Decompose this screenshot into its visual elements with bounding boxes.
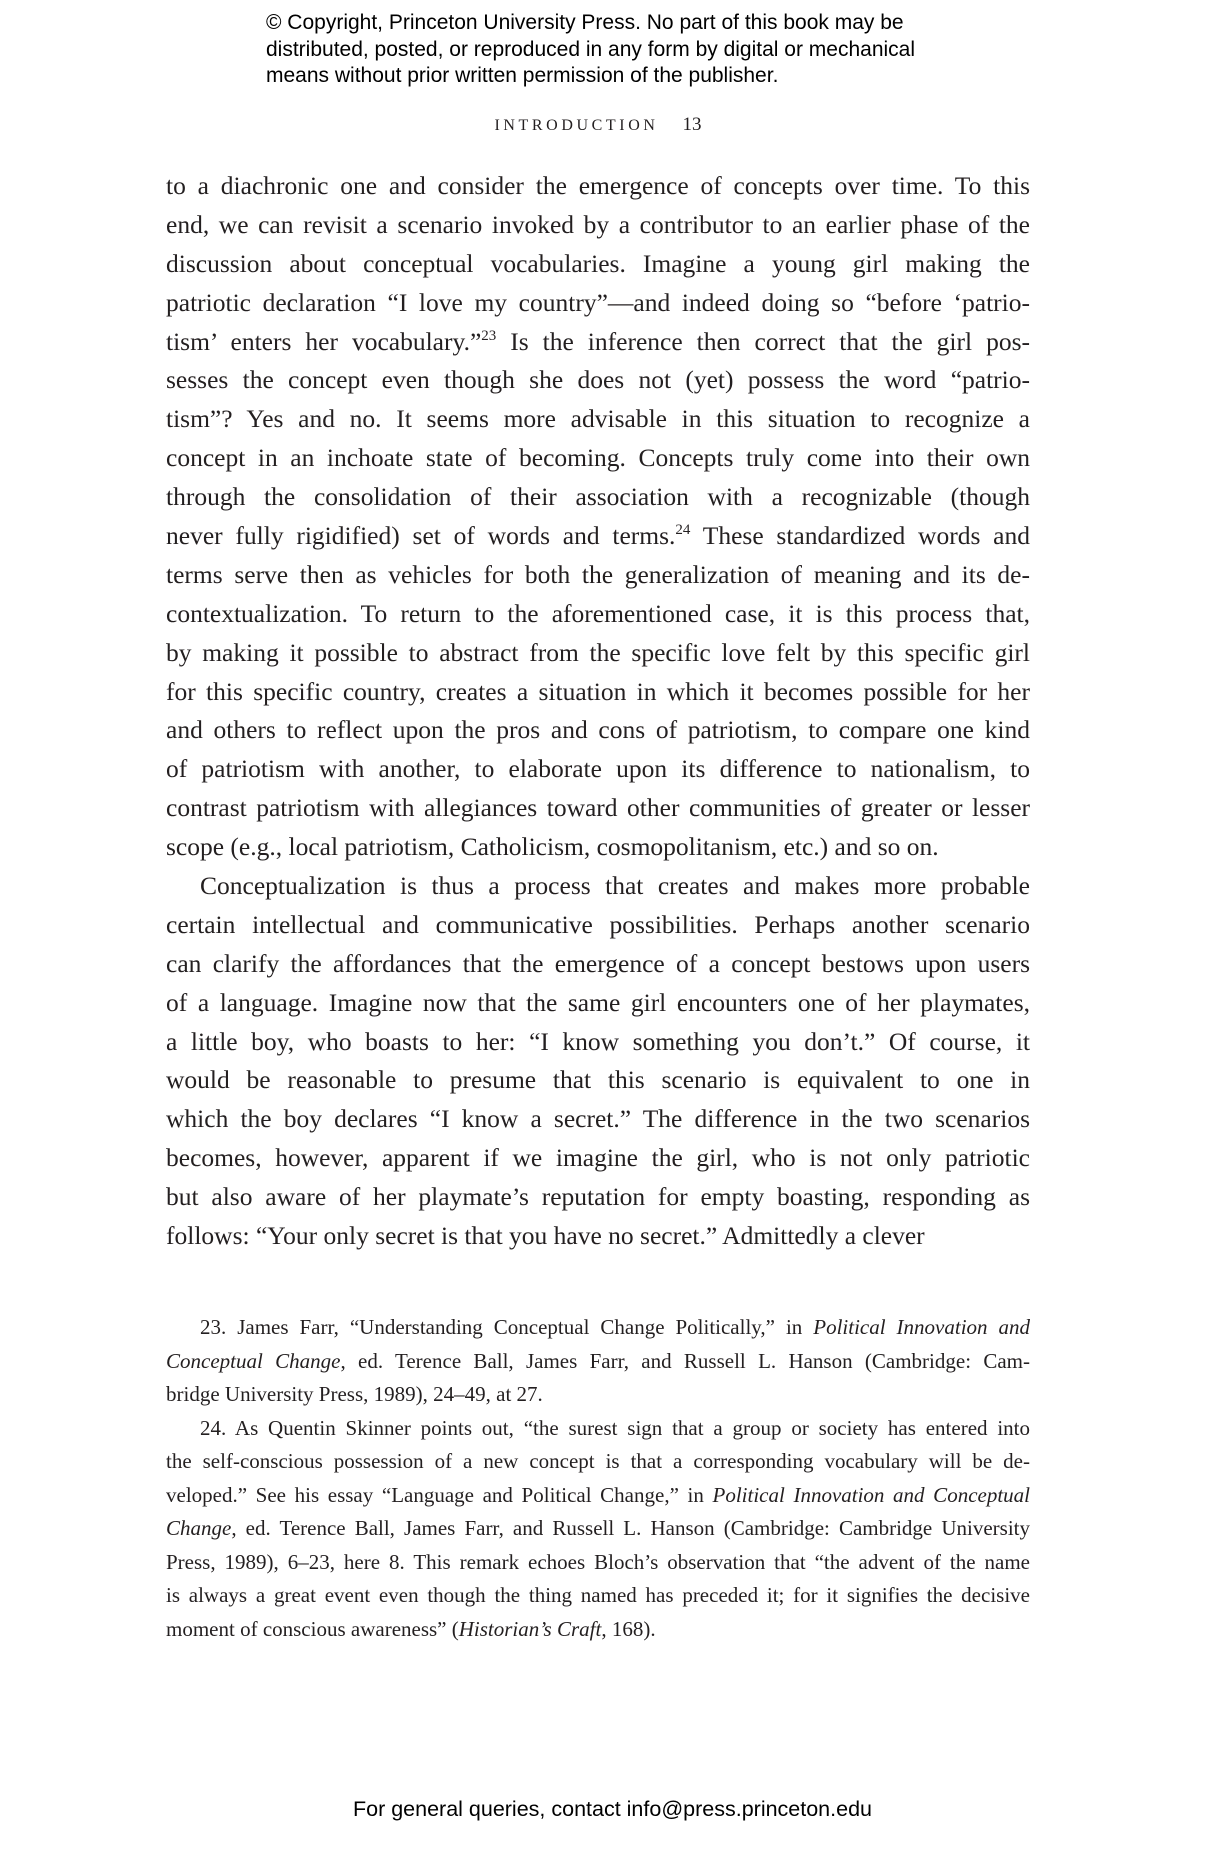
footnote-text: 23. James Farr, “Understanding Conceptual Change Politically,” in	[200, 1315, 814, 1339]
copyright-line: distributed, posted, or reproduced in any form by digital or mechanical	[266, 37, 916, 61]
footnote-italic: Change	[166, 1516, 232, 1540]
text-line: of a language. Imagine now that the same girl encounters one of her playmates,	[166, 987, 1030, 1017]
footnote-line	[166, 1345, 1030, 1379]
text-line: and others to reflect upon the pros and cons of patriotism, to compare one kind	[166, 715, 1030, 745]
text-line	[166, 517, 1030, 556]
footnote-line	[166, 1512, 1030, 1546]
footnote-line	[166, 1479, 1030, 1513]
paragraph-2	[166, 867, 1030, 1256]
text-line: certain intellectual and communicative possibilities. Perhaps another scenario	[166, 909, 1030, 939]
text-line: can clarify the affordances that the emergence of a concept bestows upon users	[166, 948, 1030, 978]
copyright-line: © Copyright, Princeton University Press. No part of this book may be	[266, 11, 904, 34]
footnote-line	[166, 1546, 1030, 1580]
text-line: terms serve then as vehicles for both the generalization of meaning and its de-	[166, 559, 1030, 589]
footnote-text: the self-conscious possession of a new concept is that a corresponding vocabulary will be de-	[166, 1449, 1030, 1473]
footnote-text: veloped.” See his essay “Language and Political Change,” in	[166, 1482, 713, 1507]
line-text: never fully rigidified) set of words and terms.	[166, 521, 676, 551]
line-text: These standardized words and	[690, 521, 1030, 551]
footnote-text: , 168).	[601, 1616, 656, 1641]
text-line: concept in an inchoate state of becoming. Concepts truly come into their own	[166, 443, 1030, 473]
footnote-italic: Conceptual Change	[166, 1348, 341, 1373]
text-line: end, we can revisit a scenario invoked by a contributor to an earlier phase of the	[166, 209, 1030, 239]
line-text: Is the inference then correct that the girl pos-	[496, 326, 1030, 356]
running-head-title: INTRODUCTION	[494, 117, 659, 134]
text-line: a little boy, who boasts to her: “I know something you don’t.” Of course, it	[166, 1026, 1030, 1056]
text-line: discussion about conceptual vocabularies. Imagine a young girl making the	[166, 248, 1030, 278]
footnotes	[166, 1311, 1030, 1646]
text-line: for this specific country, creates a situation in which it becomes possible for her	[166, 676, 1030, 706]
text-line: but also aware of her playmate’s reputation for empty boasting, responding as	[166, 1182, 1030, 1212]
copyright-line: means without prior written permission of the publisher.	[266, 64, 779, 87]
footnote-italic: Political Innovation and	[813, 1315, 1030, 1339]
text-line	[166, 323, 1030, 362]
text-line: becomes, however, apparent if we imagine the girl, who is not only patriotic	[166, 1143, 1030, 1173]
text-line: of patriotism with another, to elaborate upon its difference to nationalism, to	[166, 754, 1030, 784]
paragraph-1	[166, 167, 1030, 867]
footnote-text: is always a great event even though the thing named has preceded it; for it signifies the decisive	[166, 1583, 1030, 1607]
text-line: contextualization. To return to the aforementioned case, it is this process that,	[166, 598, 1030, 628]
page-number: 13	[682, 114, 702, 135]
text-line: tism”? Yes and no. It seems more advisable in this situation to recognize a	[166, 404, 1030, 434]
text-line: Conceptualization is thus a process that creates and makes more probable	[200, 871, 1030, 901]
text-line: scope (e.g., local patriotism, Catholicism, cosmopolitanism, etc.) and so on.	[166, 832, 939, 862]
text-line: patriotic declaration “I love my country”—and indeed doing so “before ‘patrio-	[166, 287, 1030, 317]
text-line: by making it possible to abstract from the specific love felt by this specific girl	[166, 637, 1030, 667]
text-line: sesses the concept even though she does not (yet) possess the word “patrio-	[166, 365, 1030, 395]
text-line: follows: “Your only secret is that you have no secret.” Admittedly a clever	[166, 1221, 925, 1251]
contact-line: For general queries, contact info@press.princeton.edu	[352, 1797, 872, 1821]
footnote-ref[interactable]: 24	[675, 522, 691, 539]
footnote-23	[166, 1311, 1030, 1412]
text-line: contrast patriotism with allegiances toward other communities of greater or lesser	[166, 793, 1030, 823]
footnote-text: moment of conscious awareness” (	[166, 1616, 459, 1641]
running-head	[166, 114, 1030, 136]
footnote-italic: Historian’s Craft	[458, 1616, 602, 1641]
footnote-line	[166, 1579, 1030, 1613]
footnote-line	[166, 1311, 1030, 1345]
line-text: tism’ enters her vocabulary.”	[166, 326, 482, 356]
text-line: would be reasonable to presume that this scenario is equivalent to one in	[166, 1065, 1030, 1095]
body-text	[166, 167, 1030, 1256]
footnote-text: 24. As Quentin Skinner points out, “the surest sign that a group or society has entered into	[200, 1415, 1030, 1440]
footnote-line	[166, 1445, 1030, 1479]
footnote-line	[166, 1412, 1030, 1446]
footnote-text: , ed. Terence Ball, James Farr, and Russell L. Hanson (Cambridge: Cambridge University	[231, 1516, 1030, 1540]
footnote-24	[166, 1412, 1030, 1647]
footnote-italic: Political Innovation and Conceptual	[712, 1482, 1030, 1507]
copyright-notice	[266, 10, 986, 90]
footnote-text: , ed. Terence Ball, James Farr, and Russell L. Hanson (Cambridge: Cam-	[340, 1348, 1030, 1373]
footnote-text: bridge University Press, 1989), 24–49, at 27.	[166, 1382, 543, 1406]
text-line: which the boy declares “I know a secret.” The difference in the two scenarios	[166, 1104, 1030, 1134]
footnote-line	[166, 1613, 1030, 1647]
footnote-line	[166, 1378, 1030, 1412]
text-line: through the consolidation of their association with a recognizable (though	[166, 482, 1030, 512]
text-line: to a diachronic one and consider the emergence of concepts over time. To this	[166, 171, 1030, 200]
footnote-text: Press, 1989), 6–23, here 8. This remark echoes Bloch’s observation that “the advent of the name	[166, 1549, 1030, 1574]
footnote-ref[interactable]: 23	[481, 327, 497, 344]
